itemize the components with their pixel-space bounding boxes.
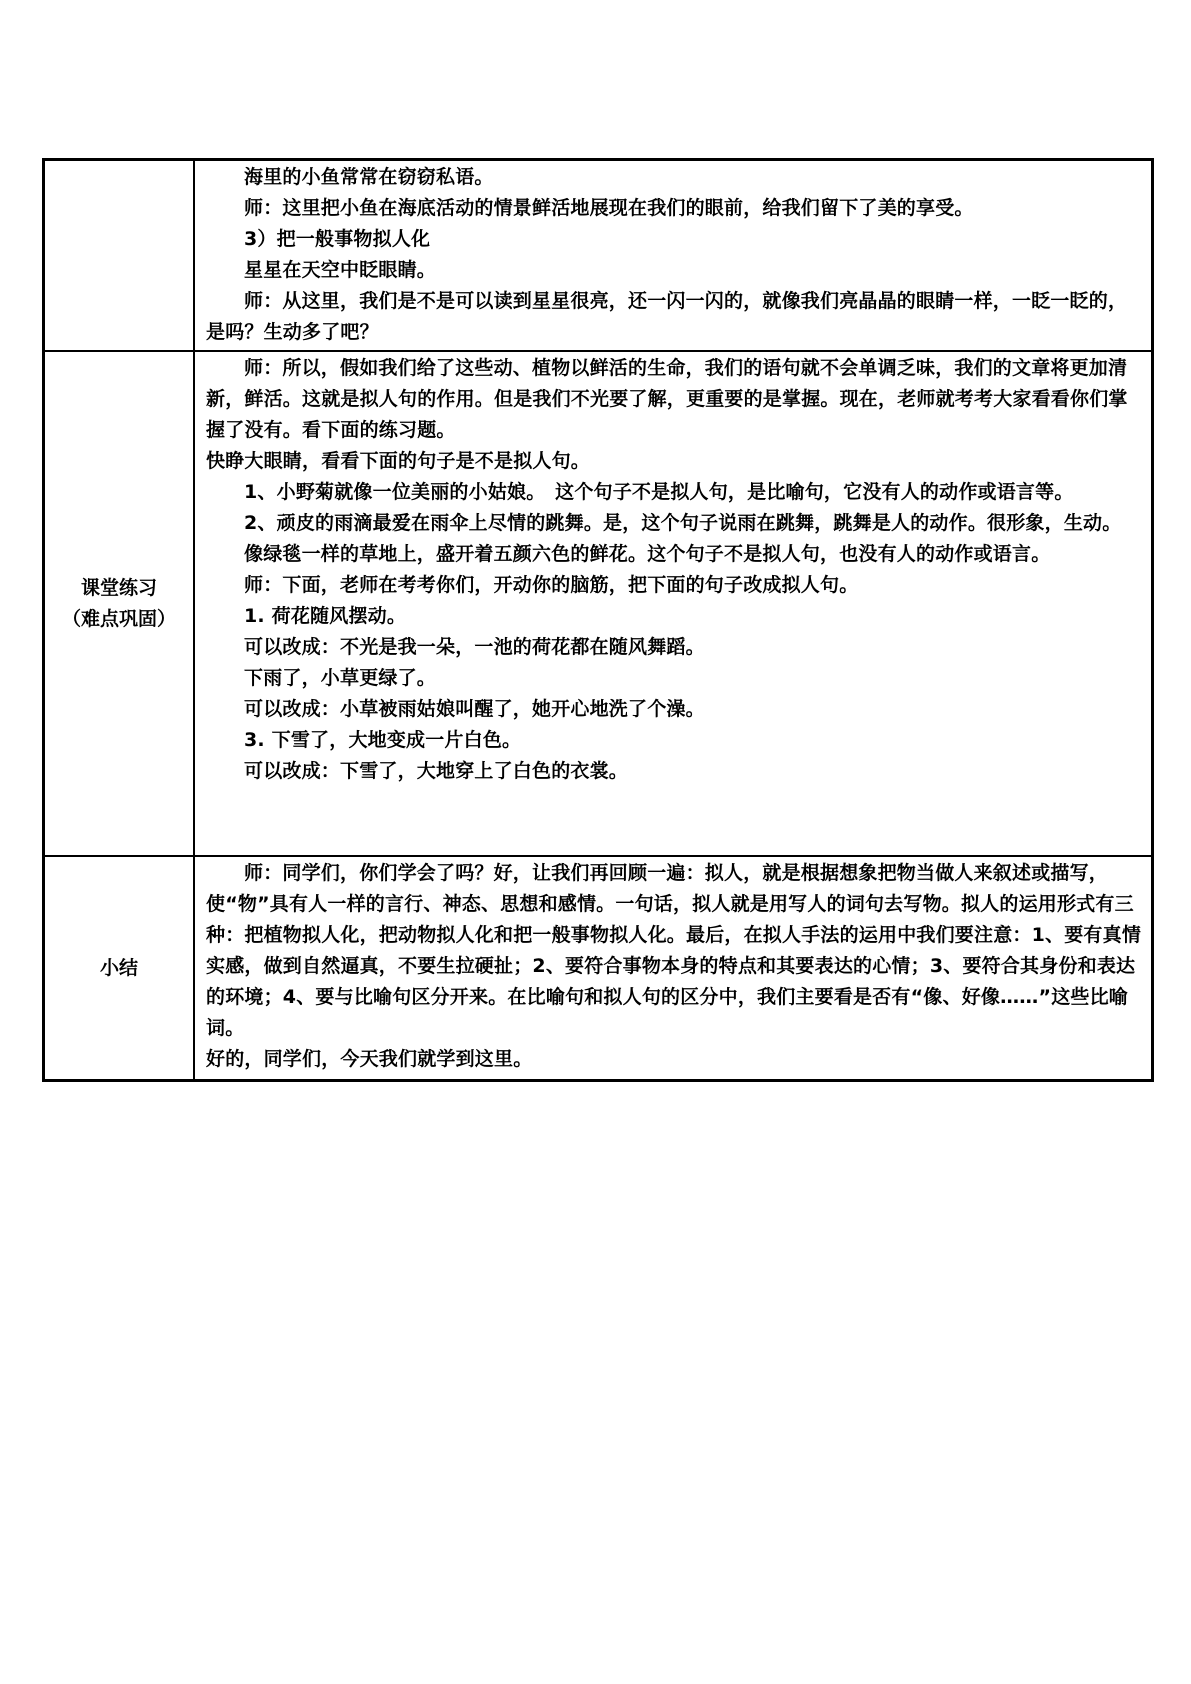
- text-line: 可以改成：不光是我一朵，一池的荷花都在随风舞蹈。: [244, 636, 705, 658]
- row-content-summary: [194, 856, 1153, 1081]
- row-label-empty: [44, 160, 195, 352]
- text-line: 像绿毯一样的草地上，盛开着五颜六色的鲜花。这个句子不是拟人句，也没有人的动作或语言。: [244, 543, 1051, 565]
- row-label-classroom-practice: [44, 351, 195, 856]
- table-row: [44, 160, 1153, 352]
- text-line: 师：从这里，我们是不是可以读到星星很亮，还一闪一闪的，就像我们亮晶晶的眼睛一样，一眨一眨的，是吗？生动多了吧？: [206, 290, 1128, 343]
- text-line: 1、小野菊就像一位美丽的小姑娘。 这个句子不是拟人句，是比喻句，它没有人的动作或语言等。: [244, 481, 1074, 503]
- text-line: 下雨了，小草更绿了。: [244, 667, 437, 689]
- text-line: 可以改成：小草被雨姑娘叫醒了，她开心地洗了个澡。: [244, 698, 705, 720]
- text-line: 师：下面，老师在考考你们，开动你的脑筋，把下面的句子改成拟人句。: [244, 574, 859, 596]
- text-line: 3）把一般事物拟人化: [244, 228, 431, 250]
- text-line: 快睁大眼睛，看看下面的句子是不是拟人句。: [206, 450, 591, 472]
- text-line: 可以改成：下雪了，大地穿上了白色的衣裳。: [244, 760, 629, 782]
- text-line: 1. 荷花随风摆动。: [244, 605, 407, 627]
- text-line: 师：同学们，你们学会了吗？好，让我们再回顾一遍：拟人，就是根据想象把物当做人来叙述或描写，使“物”具有人一样的言行、神态、思想和感情。一句话，拟人就是用写人的词句去写物。拟人的运用形式有三种：把植物拟人化，把动物拟人化和把一般事物拟人化。最后，在拟人手法的运用中我们要注意：1、要有真情实感，做到自然逼真，不要生拉硬扯；2、要符合事物本身的特点和其要表达的心情；3、要符合其身份和表达的环境；4、要与比喻句区分开来。在比喻句和拟人句的区分中，我们主要看是否有“像、好像……”这些比喻词。: [206, 862, 1142, 1039]
- table-row: [44, 856, 1153, 1081]
- lesson-plan-table: [42, 158, 1154, 1082]
- text-line: 师：这里把小鱼在海底活动的情景鲜活地展现在我们的眼前，给我们留下了美的享受。: [244, 197, 974, 219]
- row-content-practice: [194, 351, 1153, 856]
- text-line: 海里的小鱼常常在窃窃私语。: [244, 166, 494, 188]
- table-row: [44, 351, 1153, 856]
- label-line: （难点巩固）: [61, 607, 176, 630]
- row-content-personification-examples: [194, 160, 1153, 352]
- text-line: 星星在天空中眨眼睛。: [244, 259, 437, 281]
- row-label-summary: 小结: [44, 856, 195, 1081]
- text-line: 3. 下雪了，大地变成一片白色。: [244, 729, 522, 751]
- text-line: 2、顽皮的雨滴最爱在雨伞上尽情的跳舞。是，这个句子说雨在跳舞，跳舞是人的动作。很形象，生动。: [244, 512, 1122, 534]
- label-line: 课堂练习: [80, 576, 157, 599]
- text-line: 师：所以，假如我们给了这些动、植物以鲜活的生命，我们的语句就不会单调乏味，我们的文章将更加清新，鲜活。这就是拟人句的作用。但是我们不光要了解，更重要的是掌握。现在，老师就考考大家看看你们掌握了没有。看下面的练习题。: [206, 357, 1128, 441]
- text-line: 好的，同学们，今天我们就学到这里。: [206, 1048, 533, 1070]
